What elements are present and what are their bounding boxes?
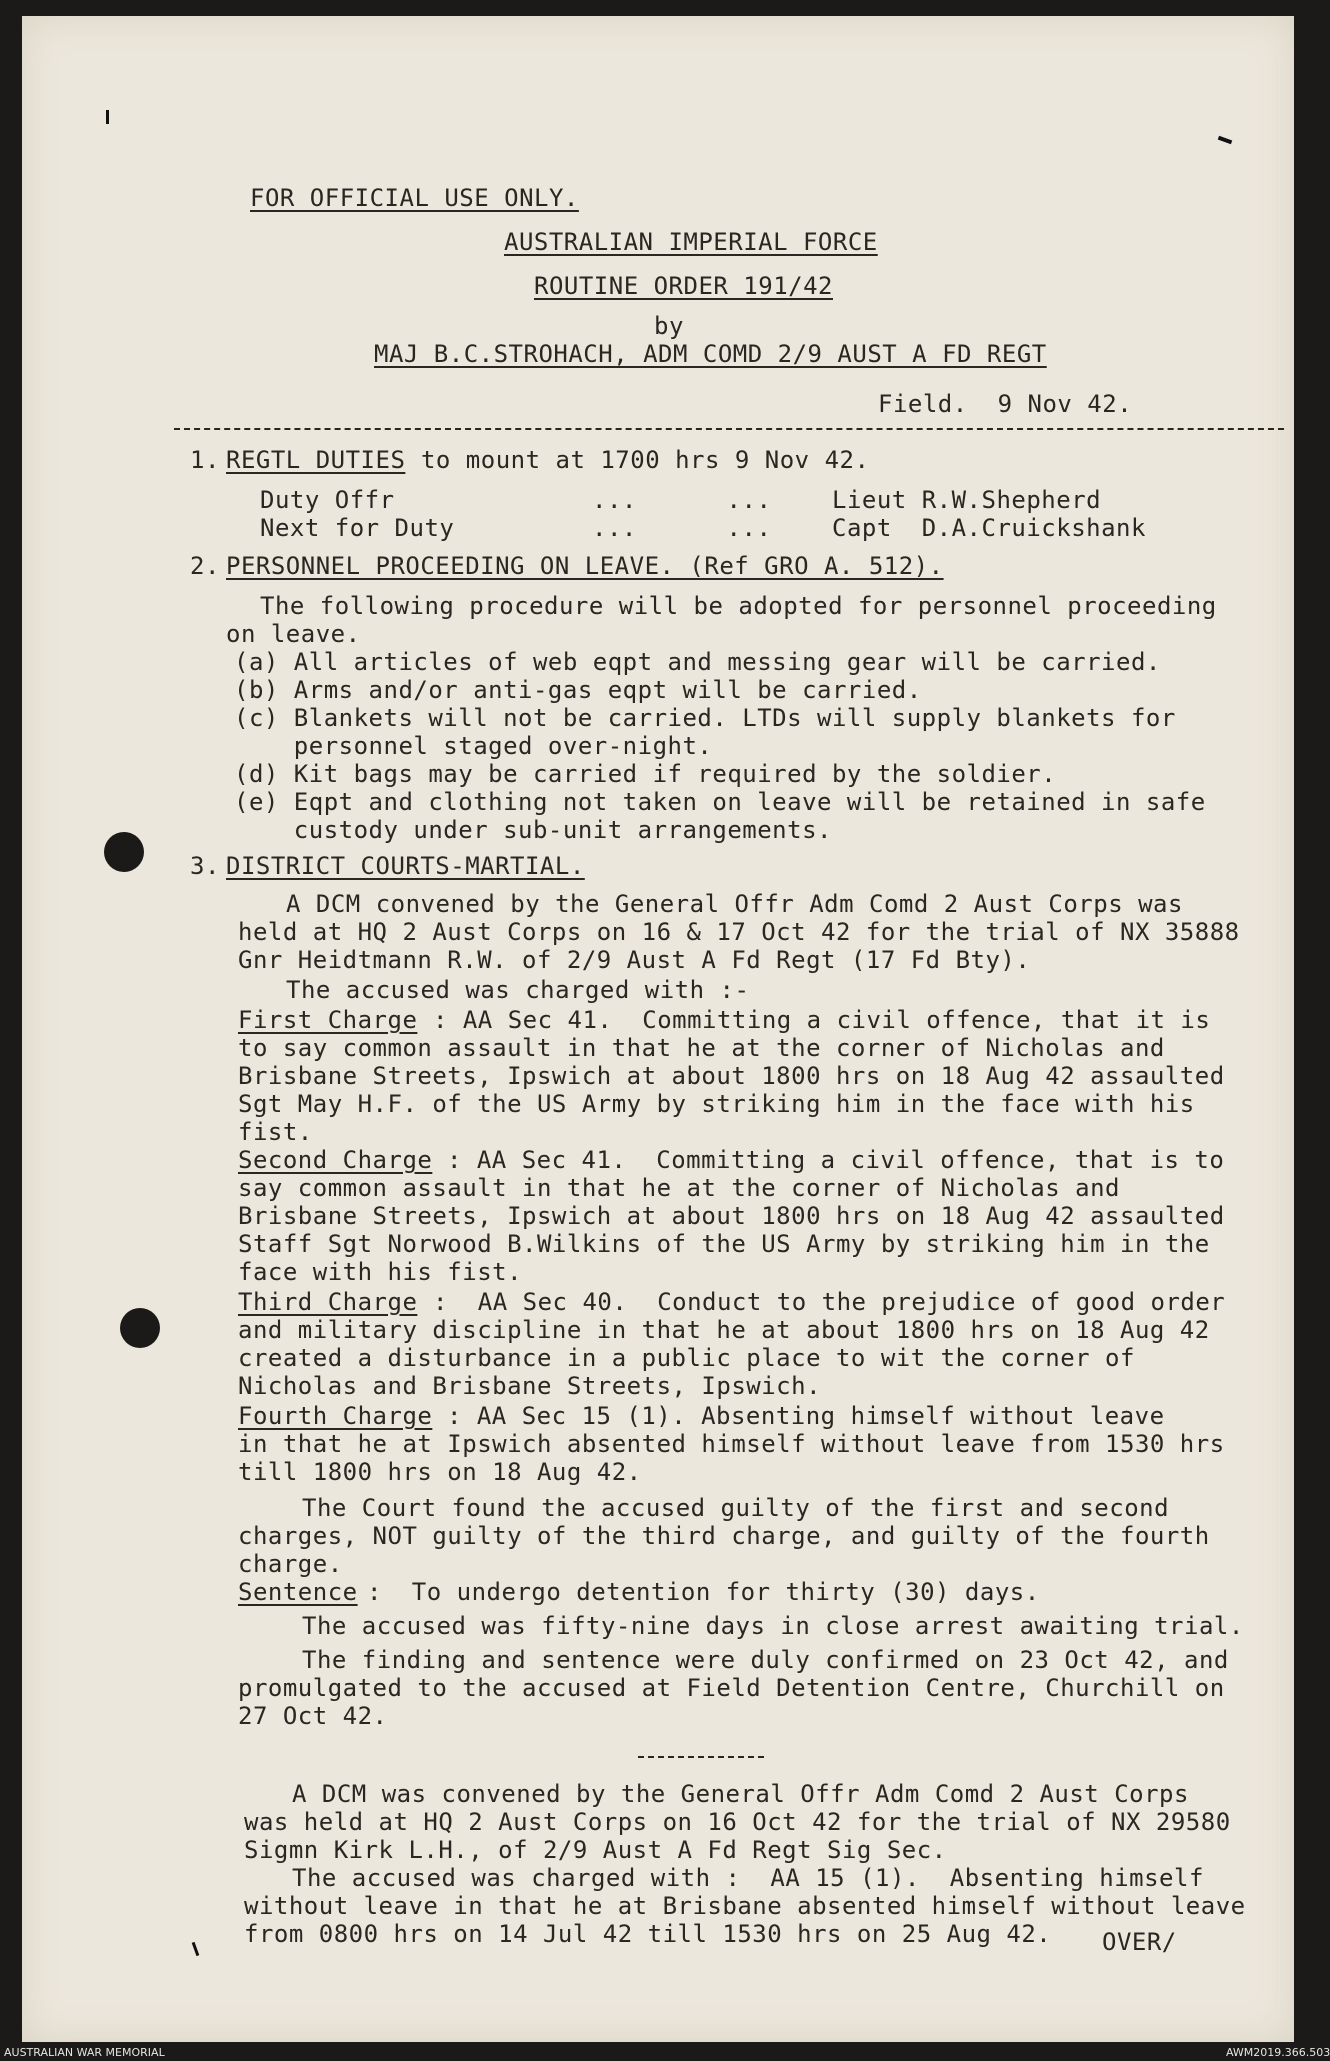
charge-line: fist. <box>238 1118 313 1146</box>
duty-role: Next for Duty <box>260 514 455 542</box>
ink-mark <box>1218 136 1233 145</box>
dcm-line: was held at HQ 2 Aust Corps on 16 Oct 42 for the trial of NX 29580 <box>244 1808 1231 1836</box>
author-heading: MAJ B.C.STROHACH, ADM COMD 2/9 AUST A FD REGT <box>374 340 1047 368</box>
by-text: by <box>654 312 684 340</box>
duty-name: Lieut R.W.Shepherd <box>832 486 1102 514</box>
ink-mark <box>192 1942 200 1956</box>
list-item: (c) Blankets will not be carried. LTDs will supply blankets for <box>234 704 1176 732</box>
arrest-line: The accused was fifty-nine days in close arrest awaiting trial. <box>302 1612 1244 1640</box>
official-use-heading: FOR OFFICIAL USE ONLY. <box>250 184 579 212</box>
duty-dots: ... ... <box>592 486 772 514</box>
list-item: (a) All articles of web eqpt and messing gear will be carried. <box>234 648 1161 676</box>
dcm-line: The accused was charged with : AA 15 (1). Absenting himself <box>292 1864 1204 1892</box>
section-number: 1. <box>190 446 220 474</box>
force-heading: AUSTRALIAN IMPERIAL FORCE <box>504 228 878 256</box>
charge-line: Nicholas and Brisbane Streets, Ipswich. <box>238 1372 822 1400</box>
place-date: Field. 9 Nov 42. <box>878 390 1133 418</box>
finding-line: charge. <box>238 1550 343 1578</box>
punch-hole <box>120 1308 160 1348</box>
dcm-line: Sigmn Kirk L.H., of 2/9 Aust A Fd Regt Sig Sec. <box>244 1836 947 1864</box>
dcm-line: A DCM was convened by the General Offr Adm Comd 2 Aust Corps <box>292 1780 1189 1808</box>
sentence-label: Sentence <box>238 1578 358 1606</box>
charge-line: : AA Sec 41. Committing a civil offence, that it is <box>418 1006 1211 1034</box>
duty-name: Capt D.A.Cruickshank <box>832 514 1146 542</box>
body-line: The following procedure will be adopted for personnel proceeding <box>260 592 1217 620</box>
footer-right: AWM2019.366.503 <box>1226 2046 1330 2059</box>
confirm-line: promulgated to the accused at Field Detention Centre, Churchill on <box>238 1674 1225 1702</box>
body-line: A DCM convened by the General Offr Adm Comd 2 Aust Corps was <box>286 890 1183 918</box>
section-heading: DISTRICT COURTS-MARTIAL. <box>226 852 585 880</box>
order-heading: ROUTINE ORDER 191/42 <box>534 272 833 300</box>
charge-line: Sgt May H.F. of the US Army by striking him in the face with his <box>238 1090 1195 1118</box>
charge-line: in that he at Ipswich absented himself without leave from 1530 hrs <box>238 1430 1225 1458</box>
finding-line: charges, NOT guilty of the third charge, and guilty of the fourth <box>238 1522 1210 1550</box>
charge-line: : AA Sec 15 (1). Absenting himself without leave <box>432 1402 1165 1430</box>
charge-line: Brisbane Streets, Ipswich at about 1800 hrs on 18 Aug 42 assaulted <box>238 1062 1225 1090</box>
section-heading: PERSONNEL PROCEEDING ON LEAVE. (Ref GRO A. 512). <box>226 552 944 580</box>
charge-label: First Charge <box>238 1006 418 1034</box>
charge-line: Brisbane Streets, Ipswich at about 1800 hrs on 18 Aug 42 assaulted <box>238 1202 1225 1230</box>
charge-line: created a disturbance in a public place to wit the corner of <box>238 1344 1135 1372</box>
document-page <box>22 16 1294 2042</box>
section-heading-rest: to mount at 1700 hrs 9 Nov 42. <box>406 446 870 474</box>
sentence-text: : To undergo detention for thirty (30) days. <box>352 1578 1040 1606</box>
charge-line: Staff Sgt Norwood B.Wilkins of the US Army by striking him in the <box>238 1230 1210 1258</box>
duty-role: Duty Offr <box>260 486 395 514</box>
charge-label: Second Charge <box>238 1146 433 1174</box>
confirm-line: The finding and sentence were duly confirmed on 23 Oct 42, and <box>302 1646 1229 1674</box>
finding-line: The Court found the accused guilty of the first and second <box>302 1494 1170 1522</box>
charge-label: Fourth Charge <box>238 1402 433 1430</box>
footer-left: AUSTRALIAN WAR MEMORIAL <box>4 2046 165 2059</box>
charge-line: say common assault in that he at the corner of Nicholas and <box>238 1174 1121 1202</box>
section-number: 2. <box>190 552 220 580</box>
charge-label: Third Charge <box>238 1288 418 1316</box>
dcm-line: from 0800 hrs on 14 Jul 42 till 1530 hrs on 25 Aug 42. <box>244 1920 1052 1948</box>
list-item: (d) Kit bags may be carried if required by the soldier. <box>234 760 1057 788</box>
list-item: custody under sub-unit arrangements. <box>234 816 832 844</box>
body-line: Gnr Heidtmann R.W. of 2/9 Aust A Fd Regt (17 Fd Bty). <box>238 946 1031 974</box>
body-line: on leave. <box>226 620 361 648</box>
list-item: (e) Eqpt and clothing not taken on leave will be retained in safe <box>234 788 1206 816</box>
duty-dots: ... ... <box>592 514 772 542</box>
section-heading: REGTL DUTIES <box>226 446 406 474</box>
charge-line: face with his fist. <box>238 1258 523 1286</box>
over-marker: OVER/ <box>1102 1928 1177 1956</box>
punch-hole <box>104 832 144 872</box>
charge-line: : AA Sec 41. Committing a civil offence, that is to <box>432 1146 1225 1174</box>
charge-line: to say common assault in that he at the corner of Nicholas and <box>238 1034 1165 1062</box>
section-number: 3. <box>190 852 220 880</box>
header-rule <box>174 428 1284 430</box>
confirm-line: 27 Oct 42. <box>238 1702 388 1730</box>
dcm-line: without leave in that he at Brisbane absented himself without leave <box>244 1892 1246 1920</box>
charge-line: : AA Sec 40. Conduct to the prejudice of good order <box>418 1288 1226 1316</box>
body-line: The accused was charged with :- <box>286 976 750 1004</box>
list-item: (b) Arms and/or anti-gas eqpt will be carried. <box>234 676 922 704</box>
separator-rule <box>638 1756 764 1758</box>
charge-line: and military discipline in that he at about 1800 hrs on 18 Aug 42 <box>238 1316 1210 1344</box>
ink-mark <box>106 110 109 124</box>
list-item: personnel staged over-night. <box>234 732 713 760</box>
body-line: held at HQ 2 Aust Corps on 16 & 17 Oct 42 for the trial of NX 35888 <box>238 918 1240 946</box>
charge-line: till 1800 hrs on 18 Aug 42. <box>238 1458 642 1486</box>
